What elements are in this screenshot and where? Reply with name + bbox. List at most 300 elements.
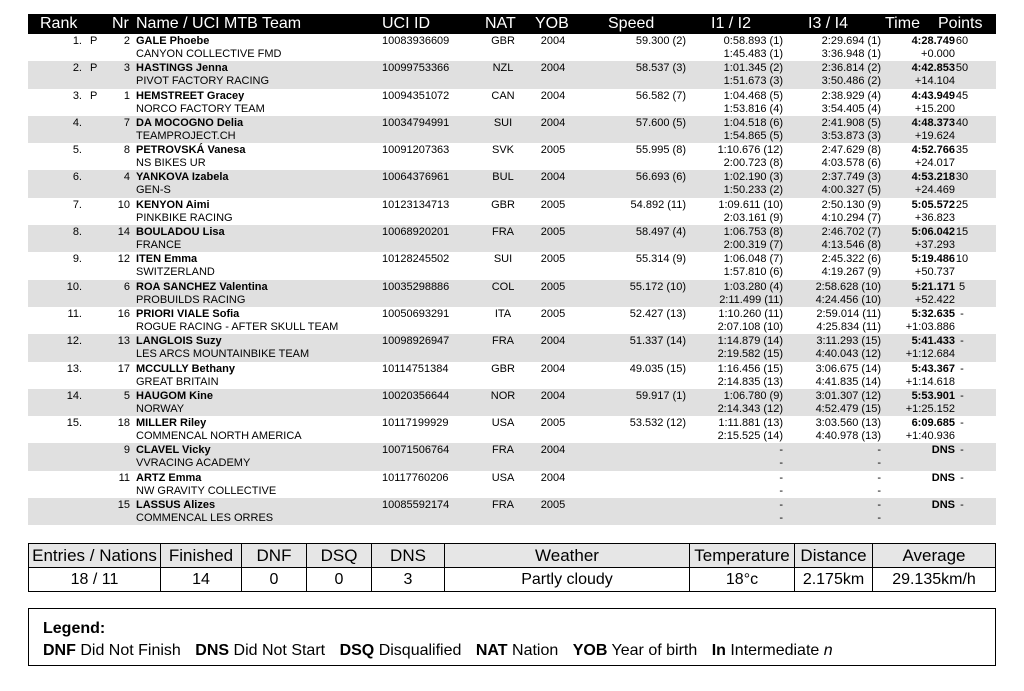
time: 6:09.685 <box>911 417 955 430</box>
time: 5:41.433 <box>911 335 955 348</box>
team-name: COMMENCAL NORTH AMERICA <box>136 430 302 443</box>
intermediate-1: 1:10.260 (11) <box>718 307 783 320</box>
bib-number: 18 <box>117 417 130 430</box>
points: - <box>960 471 964 484</box>
intermediate-3: 2:38.929 (4) <box>821 89 881 102</box>
speed: 59.300 (2) <box>635 35 686 47</box>
intermediate-3: - <box>877 444 881 457</box>
uci-id: 10094351072 <box>382 89 450 102</box>
year-of-birth: 2004 <box>540 362 566 375</box>
rank: 6. <box>72 171 82 184</box>
header-rank: Rank <box>40 15 78 32</box>
uci-id: 10091207363 <box>382 144 450 157</box>
summary-header-temperature: Temperature <box>690 544 795 568</box>
speed: 56.693 (6) <box>635 171 686 184</box>
summary-header-finished: Finished <box>161 544 242 568</box>
year-of-birth: 2005 <box>540 307 566 320</box>
team-name: NS BIKES UR <box>136 157 206 170</box>
points: - <box>960 499 964 512</box>
gap: +24.017 <box>914 157 955 170</box>
year-of-birth: 2004 <box>540 89 566 102</box>
intermediate-1: 1:14.879 (14) <box>717 335 783 348</box>
summary-temperature: 18°c <box>690 568 795 592</box>
time: 5:21.171 <box>911 280 955 293</box>
uci-id: 10114751384 <box>382 362 449 375</box>
intermediate-3: 2:58.628 (10) <box>815 280 881 293</box>
nation: SVK <box>491 144 514 157</box>
summary-header-distance: Distance <box>795 544 873 568</box>
uci-id: 10034794991 <box>382 116 450 129</box>
rider-name: MCCULLY Bethany <box>136 362 236 375</box>
time: 5:43.367 <box>911 362 955 375</box>
rider-name: DA MOCOGNO Delia <box>136 116 244 129</box>
bib-number: 13 <box>117 335 130 348</box>
rank: 9. <box>72 253 82 266</box>
podium-flag: P <box>90 89 98 102</box>
team-name: NORCO FACTORY TEAM <box>136 102 265 115</box>
intermediate-1: 1:04.468 (5) <box>723 89 783 102</box>
header-name: Name / UCI MTB Team <box>136 15 302 32</box>
points: - <box>960 389 964 402</box>
intermediate-1: 1:02.190 (3) <box>723 171 783 184</box>
year-of-birth: 2005 <box>540 499 566 512</box>
legend-text: Year of birth <box>611 642 698 659</box>
bib-number: 17 <box>117 362 130 375</box>
table-row <box>28 34 996 61</box>
summary-header-dsq: DSQ <box>307 544 372 568</box>
gap: +37.293 <box>914 239 955 252</box>
nation: ITA <box>494 307 512 320</box>
year-of-birth: 2004 <box>540 471 566 484</box>
intermediate-3: 3:03.560 (13) <box>815 417 881 430</box>
year-of-birth: 2004 <box>540 389 566 402</box>
team-name: VVRACING ACADEMY <box>136 457 251 470</box>
intermediate-1: 1:01.345 (2) <box>723 62 783 75</box>
time: 5:19.486 <box>911 253 955 266</box>
intermediate-3: - <box>877 499 881 512</box>
bib-number: 11 <box>118 471 130 484</box>
gap: +36.823 <box>914 211 955 224</box>
rider-name: ITEN Emma <box>136 253 198 266</box>
points: - <box>960 335 964 348</box>
year-of-birth: 2004 <box>540 444 566 457</box>
intermediate-3: 2:29.694 (1) <box>821 35 881 47</box>
year-of-birth: 2004 <box>540 171 566 184</box>
table-row <box>28 198 996 225</box>
intermediate-2: 1:53.816 (4) <box>723 102 783 115</box>
bib-number: 12 <box>117 253 130 266</box>
intermediate-3: 3:06.675 (14) <box>815 362 881 375</box>
podium-flag: P <box>90 35 98 47</box>
gap: +19.624 <box>914 129 955 142</box>
bib-number: 1 <box>123 89 130 102</box>
legend-text: Disqualified <box>378 642 462 659</box>
gap: +52.422 <box>914 293 955 306</box>
gap: +50.737 <box>914 266 955 279</box>
gap: +1:03.886 <box>905 320 955 333</box>
intermediate-2: 2:14.343 (12) <box>717 402 783 415</box>
intermediate-3: 2:59.014 (11) <box>816 307 881 320</box>
uci-id: 10020356644 <box>382 389 450 402</box>
table-row <box>28 225 996 252</box>
table-row <box>28 307 996 334</box>
nation: COL <box>491 280 515 293</box>
time: 5:05.572 <box>911 198 955 211</box>
nation: FRA <box>492 226 514 239</box>
gap: +24.469 <box>914 184 955 197</box>
speed: 53.532 (12) <box>629 417 686 430</box>
time: DNS <box>931 499 955 512</box>
speed: 57.600 (5) <box>635 116 686 129</box>
points: 5 <box>958 280 966 293</box>
speed: 49.035 (15) <box>629 362 686 375</box>
summary-dnf: 0 <box>242 568 307 592</box>
rider-name: ARTZ Emma <box>136 471 202 484</box>
year-of-birth: 2005 <box>540 226 566 239</box>
table-row <box>28 116 996 143</box>
intermediate-3: 2:41.908 (5) <box>821 116 881 129</box>
intermediate-4: 4:13.546 (8) <box>821 239 881 252</box>
legend-abbr: YOB <box>572 642 608 659</box>
team-name: FRANCE <box>136 239 182 252</box>
rider-name: HEMSTREET Gracey <box>136 89 245 102</box>
rank: 8. <box>72 226 82 239</box>
results-header <box>28 14 996 34</box>
uci-id: 10064376961 <box>382 171 450 184</box>
legend-items <box>43 642 843 660</box>
legend-suffix: n <box>823 642 833 659</box>
intermediate-2: - <box>779 457 783 470</box>
rider-name: LASSUS Alizes <box>136 499 216 512</box>
intermediate-2: 2:14.835 (13) <box>717 375 783 388</box>
legend-box <box>28 608 996 666</box>
bib-number: 5 <box>123 389 130 402</box>
nation: FRA <box>492 499 514 512</box>
bib-number: 9 <box>123 444 130 457</box>
uci-id: 10099753366 <box>382 62 450 75</box>
header-yob: YOB <box>535 15 569 32</box>
team-name: GEN-S <box>136 184 171 197</box>
nation: SUI <box>493 253 513 266</box>
points: - <box>960 417 964 430</box>
nation: NOR <box>490 389 516 402</box>
rank: 15. <box>66 417 82 430</box>
table-row <box>28 170 996 197</box>
intermediate-1: 1:11.881 (13) <box>718 417 783 430</box>
intermediate-2: 2:00.723 (8) <box>723 157 783 170</box>
legend-abbr: NAT <box>475 642 508 659</box>
intermediate-4: 4:40.978 (13) <box>815 430 881 443</box>
year-of-birth: 2005 <box>540 253 566 266</box>
nation: USA <box>491 471 515 484</box>
intermediate-4: 4:52.479 (15) <box>815 402 881 415</box>
nation: SUI <box>493 116 513 129</box>
intermediate-3: 3:01.307 (12) <box>815 389 881 402</box>
uci-id: 10035298886 <box>382 280 450 293</box>
rider-name: HASTINGS Jenna <box>136 62 228 75</box>
intermediate-3: 2:36.814 (2) <box>821 62 881 75</box>
rank: 5. <box>72 144 82 157</box>
results-rows <box>28 34 996 525</box>
team-name: NORWAY <box>136 402 185 415</box>
uci-id: 10128245502 <box>382 253 450 266</box>
legend-text: Did Not Start <box>233 642 326 659</box>
intermediate-4: 4:41.835 (14) <box>815 375 881 388</box>
rank: 2. <box>72 62 82 75</box>
intermediate-2: 1:50.233 (2) <box>723 184 783 197</box>
intermediate-1: - <box>779 471 783 484</box>
summary-table <box>28 543 996 592</box>
year-of-birth: 2005 <box>540 198 566 211</box>
team-name: CANYON COLLECTIVE FMD <box>136 48 282 60</box>
bib-number: 4 <box>123 171 130 184</box>
legend-text: Did Not Finish <box>80 642 181 659</box>
nation: USA <box>491 417 515 430</box>
bib-number: 10 <box>117 198 130 211</box>
speed: 55.995 (8) <box>635 144 686 157</box>
header-uci: UCI ID <box>382 15 430 32</box>
intermediate-2: 1:45.483 (1) <box>723 48 783 60</box>
podium-flag: P <box>90 62 98 75</box>
intermediate-1: - <box>779 499 783 512</box>
table-row <box>28 61 996 88</box>
points: 30 <box>955 171 969 184</box>
legend-abbr: DNS <box>195 642 230 659</box>
nation: GBR <box>491 35 515 47</box>
year-of-birth: 2004 <box>540 35 566 47</box>
speed: 59.917 (1) <box>635 389 686 402</box>
intermediate-3: 2:45.322 (6) <box>821 253 881 266</box>
rank: 11. <box>67 307 82 320</box>
uci-id: 10071506764 <box>382 444 450 457</box>
points: 45 <box>955 89 969 102</box>
intermediate-3: - <box>877 471 881 484</box>
intermediate-4: - <box>877 457 881 470</box>
rank: 4. <box>72 116 82 129</box>
intermediate-4: 4:10.294 (7) <box>821 211 881 224</box>
time: 4:48.373 <box>911 116 955 129</box>
intermediate-1: 1:16.456 (15) <box>717 362 783 375</box>
intermediate-4: 3:36.948 (1) <box>821 48 881 60</box>
time: 4:43.949 <box>911 89 955 102</box>
speed: 51.337 (14) <box>629 335 686 348</box>
legend-item-in <box>712 642 833 659</box>
legend-item-nat <box>476 642 558 659</box>
uci-id: 10123134713 <box>382 198 450 211</box>
bib-number: 7 <box>123 116 130 129</box>
intermediate-1: 1:06.048 (7) <box>723 253 783 266</box>
intermediate-2: 1:57.810 (6) <box>723 266 783 279</box>
header-speed: Speed <box>608 15 655 32</box>
speed: 58.497 (4) <box>635 226 686 239</box>
summary-finished: 14 <box>161 568 242 592</box>
header-points: Points <box>938 15 983 32</box>
gap: +1:25.152 <box>905 402 955 415</box>
legend-abbr: DSQ <box>339 642 375 659</box>
rider-name: GALE Phoebe <box>136 35 210 47</box>
intermediate-2: 2:00.319 (7) <box>723 239 783 252</box>
legend-item-dns <box>195 642 325 659</box>
bib-number: 15 <box>117 499 130 512</box>
time: 5:32.635 <box>911 307 955 320</box>
points: 40 <box>955 116 969 129</box>
year-of-birth: 2004 <box>540 335 566 348</box>
rider-name: KENYON Aimi <box>136 198 210 211</box>
uci-id: 10083936609 <box>382 35 450 47</box>
intermediate-2: 1:51.673 (3) <box>723 75 783 88</box>
speed: 56.582 (7) <box>635 89 686 102</box>
intermediate-3: 2:50.130 (9) <box>821 198 881 211</box>
time: 5:06.042 <box>911 226 955 239</box>
legend-title: Legend: <box>43 620 106 637</box>
intermediate-4: 4:03.578 (6) <box>821 157 881 170</box>
intermediate-2: 2:15.525 (14) <box>717 430 783 443</box>
intermediate-1: 1:10.676 (12) <box>717 144 783 157</box>
team-name: COMMENCAL LES ORRES <box>136 512 274 525</box>
intermediate-1: - <box>779 444 783 457</box>
rider-name: LANGLOIS Suzy <box>136 335 222 348</box>
bib-number: 16 <box>117 307 130 320</box>
speed: 55.172 (10) <box>629 280 686 293</box>
year-of-birth: 2005 <box>540 144 566 157</box>
summary-dsq: 0 <box>307 568 372 592</box>
intermediate-1: 1:09.611 (10) <box>718 198 783 211</box>
rider-name: PETROVSKÁ Vanesa <box>136 144 246 157</box>
uci-id: 10117199929 <box>382 417 449 430</box>
intermediate-4: 4:24.456 (10) <box>815 293 881 306</box>
team-name: LES ARCS MOUNTAINBIKE TEAM <box>136 348 310 361</box>
summary-entries: 18 / 11 <box>29 568 161 592</box>
table-row <box>28 389 996 416</box>
uci-id: 10068920201 <box>382 226 450 239</box>
points: 50 <box>955 62 969 75</box>
year-of-birth: 2005 <box>540 280 566 293</box>
summary-header-row <box>29 544 996 568</box>
time: 5:53.901 <box>911 389 955 402</box>
table-row <box>28 280 996 307</box>
rider-name: YANKOVA Izabela <box>136 171 229 184</box>
rank: 7. <box>72 198 82 211</box>
nation: GBR <box>491 362 515 375</box>
header-i12: I1 / I2 <box>711 15 752 32</box>
intermediate-4: 4:19.267 (9) <box>821 266 881 279</box>
legend-item-yob <box>573 642 698 659</box>
intermediate-2: 1:54.865 (5) <box>723 129 783 142</box>
rider-name: PRIORI VIALE Sofia <box>136 307 240 320</box>
gap: +0.000 <box>921 48 955 60</box>
header-time: Time <box>885 15 920 32</box>
rank: 12. <box>66 335 82 348</box>
table-row <box>28 89 996 116</box>
uci-id: 10117760206 <box>382 471 449 484</box>
year-of-birth: 2004 <box>540 62 566 75</box>
points: - <box>960 307 964 320</box>
intermediate-1: 1:03.280 (4) <box>723 280 783 293</box>
legend-abbr: In <box>711 642 726 659</box>
summary-weather: Partly cloudy <box>445 568 690 592</box>
points: 60 <box>955 35 969 47</box>
table-row <box>28 416 996 443</box>
rider-name: MILLER Riley <box>136 417 207 430</box>
bib-number: 8 <box>123 144 130 157</box>
summary-header-entries: Entries / Nations <box>29 544 161 568</box>
intermediate-3: 2:37.749 (3) <box>821 171 881 184</box>
uci-id: 10098926947 <box>382 335 450 348</box>
intermediate-4: 3:50.486 (2) <box>821 75 881 88</box>
intermediate-4: 4:00.327 (5) <box>821 184 881 197</box>
intermediate-1: 1:06.780 (9) <box>723 389 783 402</box>
points: 15 <box>955 226 969 239</box>
team-name: PINKBIKE RACING <box>136 211 233 224</box>
bib-number: 2 <box>123 35 130 47</box>
time: 4:52.766 <box>911 144 955 157</box>
summary-header-average: Average <box>873 544 996 568</box>
summary-dns: 3 <box>372 568 445 592</box>
results-table <box>28 14 996 525</box>
legend-item-dnf <box>43 642 181 659</box>
header-nat: NAT <box>485 15 516 32</box>
nation: FRA <box>492 335 514 348</box>
summary-distance: 2.175km <box>795 568 873 592</box>
team-name: GREAT BRITAIN <box>136 375 219 388</box>
gap: +1:14.618 <box>905 375 955 388</box>
intermediate-2: - <box>779 512 783 525</box>
rank: 13. <box>66 362 82 375</box>
intermediate-4: 3:54.405 (4) <box>821 102 881 115</box>
gap: +15.200 <box>914 102 955 115</box>
team-name: NW GRAVITY COLLECTIVE <box>136 484 277 497</box>
intermediate-2: 2:07.108 (10) <box>717 320 783 333</box>
time: DNS <box>931 471 955 484</box>
gap: +1:12.684 <box>905 348 955 361</box>
table-row <box>28 443 996 470</box>
summary-header-dnf: DNF <box>242 544 307 568</box>
table-row <box>28 362 996 389</box>
team-name: TEAMPROJECT.CH <box>136 129 236 142</box>
table-row <box>28 334 996 361</box>
nation: GBR <box>491 198 515 211</box>
bib-number: 6 <box>123 280 130 293</box>
header-i34: I3 / I4 <box>808 15 849 32</box>
intermediate-2: - <box>779 484 783 497</box>
summary-value-row <box>29 568 996 592</box>
intermediate-4: 3:53.873 (3) <box>821 129 881 142</box>
year-of-birth: 2005 <box>540 417 566 430</box>
team-name: ROGUE RACING - AFTER SKULL TEAM <box>136 320 339 333</box>
rank: 1. <box>72 35 82 47</box>
uci-id: 10050693291 <box>382 307 450 320</box>
speed: 58.537 (3) <box>635 62 686 75</box>
legend-text: Nation <box>512 642 559 659</box>
nation: CAN <box>491 89 515 102</box>
table-row <box>28 252 996 279</box>
rider-name: CLAVEL Vicky <box>136 444 211 457</box>
time: 4:28.749 <box>911 35 955 47</box>
time: 4:53.218 <box>911 171 955 184</box>
header-nr: Nr <box>112 15 129 32</box>
rider-name: ROA SANCHEZ Valentina <box>136 280 268 293</box>
intermediate-4: - <box>877 484 881 497</box>
legend-item-dsq <box>340 642 462 659</box>
speed: 52.427 (13) <box>629 307 686 320</box>
gap: +14.104 <box>914 75 955 88</box>
intermediate-1: 1:04.518 (6) <box>723 116 783 129</box>
bib-number: 3 <box>123 62 130 75</box>
speed: 54.892 (11) <box>630 198 686 211</box>
intermediate-2: 2:19.582 (15) <box>717 348 783 361</box>
time: 4:42.853 <box>911 62 955 75</box>
points: 10 <box>955 253 969 266</box>
